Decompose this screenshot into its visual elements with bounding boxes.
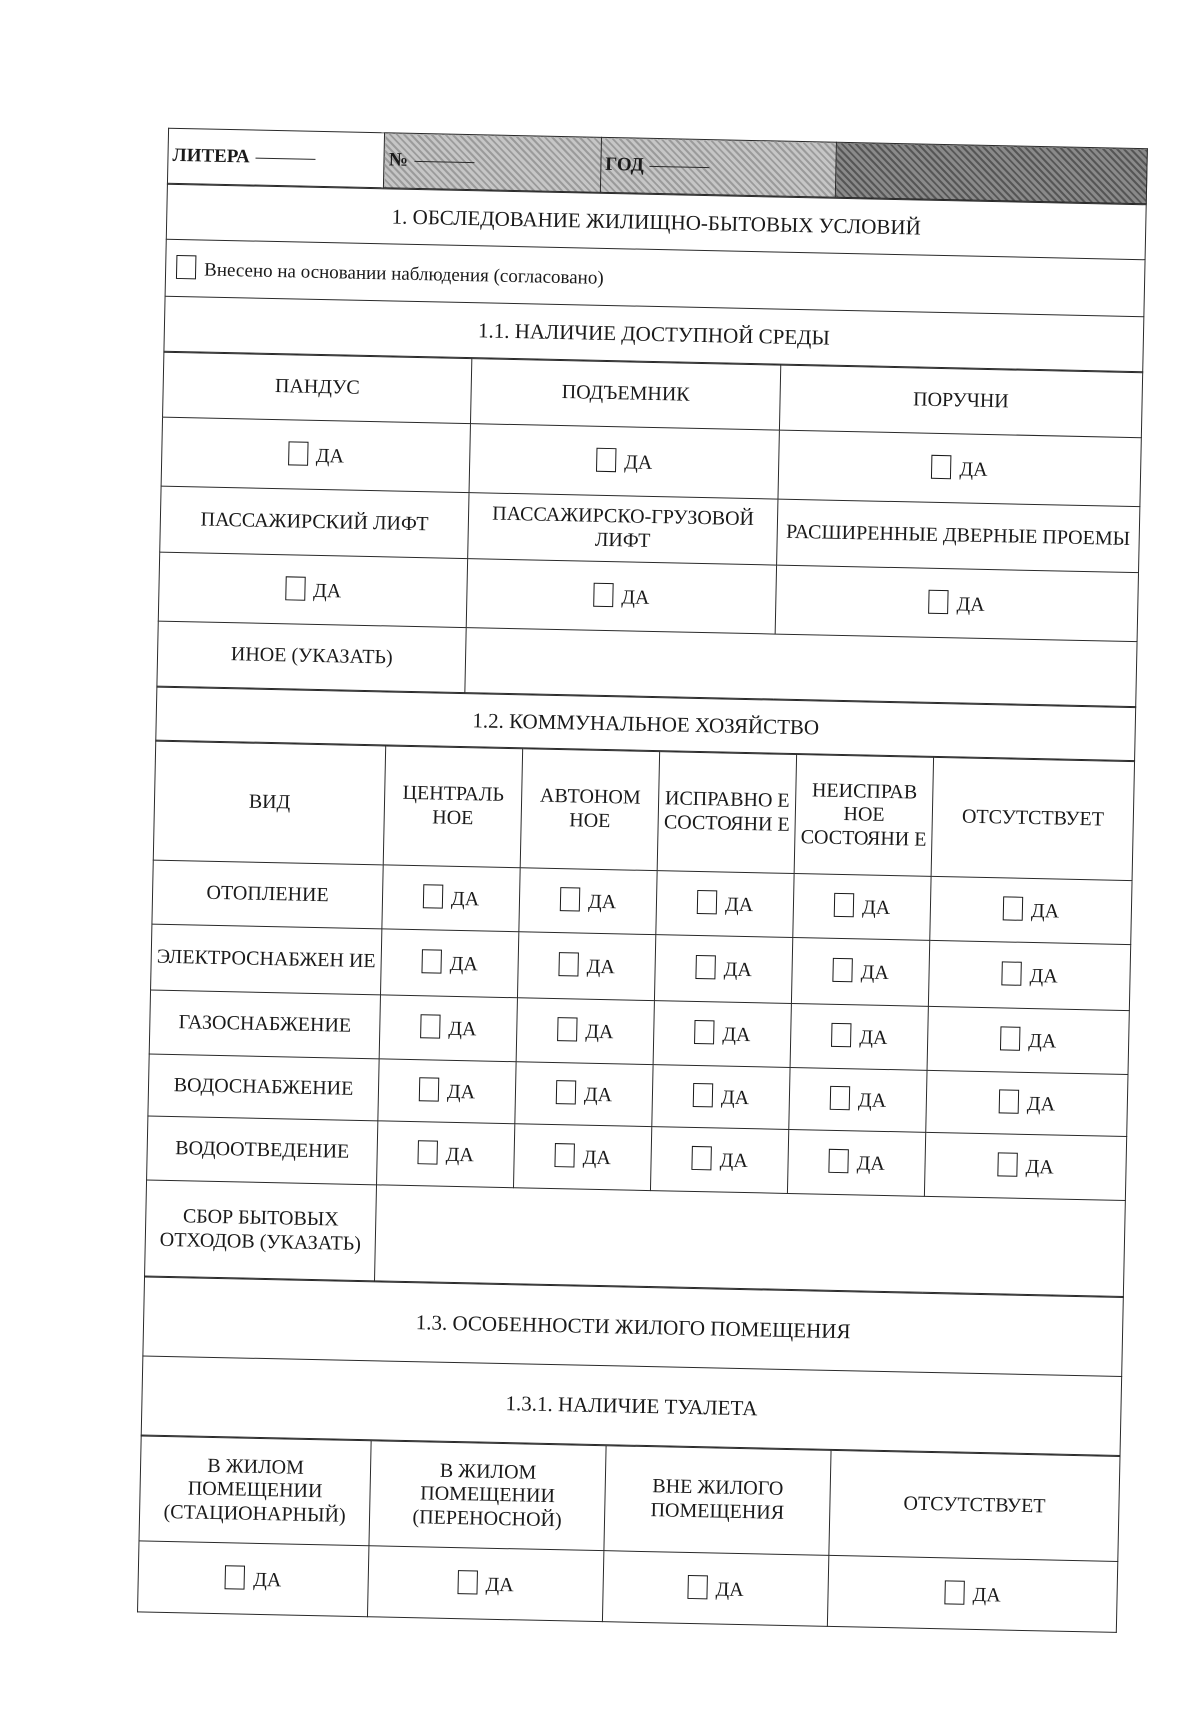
toilet-absent-label: ОТСУТСТВУЕТ [829, 1450, 1120, 1561]
yes-label: ДА [448, 1018, 477, 1041]
other-label: ИНОЕ (УКАЗАТЬ) [157, 621, 467, 692]
year-field [600, 137, 836, 197]
utility-checkbox[interactable] [693, 1083, 713, 1107]
yes-label: ДА [720, 1086, 750, 1110]
col-autonomous: АВТОНОМ НОЕ [520, 749, 660, 871]
yes-label: ДА [857, 1089, 887, 1113]
toilet-checkbox[interactable] [687, 1575, 707, 1599]
wide-doors-option [775, 565, 1139, 642]
yes-label: ДА [719, 1149, 749, 1173]
utility-checkbox[interactable] [423, 884, 443, 908]
yes-label: ДА [582, 1146, 612, 1170]
agreed-checkbox[interactable] [176, 255, 196, 279]
freight-lift-checkbox[interactable] [593, 582, 613, 606]
toilet-checkbox[interactable] [944, 1580, 964, 1604]
utility-checkbox[interactable] [697, 890, 717, 914]
utility-checkbox[interactable] [417, 1140, 437, 1164]
toilet-stationary-label: В ЖИЛОМ ПОМЕЩЕНИИ (СТАЦИОНАРНЫЙ) [139, 1436, 371, 1546]
handrails-option [778, 430, 1142, 507]
utility-checkbox[interactable] [421, 949, 441, 973]
yes-label: ДА [1026, 1093, 1056, 1116]
utilities-table [144, 741, 1135, 1297]
utility-option [926, 1070, 1128, 1136]
number-field [384, 133, 602, 193]
handrails-label: ПОРУЧНИ [779, 365, 1143, 438]
yes-label: ДА [956, 593, 985, 616]
number-label: № [388, 149, 409, 171]
yes-label: ДА [1028, 1030, 1057, 1053]
yes-label: ДА [585, 1020, 614, 1044]
utility-option [381, 929, 519, 998]
utility-option [651, 1127, 789, 1194]
row-drainage: ВОДООТВЕДЕНИЕ [147, 1116, 378, 1185]
toilet-outside-label: ВНЕ ЖИЛОГО ПОМЕЩЕНИЯ [604, 1446, 831, 1556]
yes-label: ДА [724, 893, 754, 917]
header-shaded-cell [835, 142, 1147, 203]
yes-label: ДА [312, 579, 342, 603]
section-1-3 [141, 1276, 1124, 1455]
utility-checkbox[interactable] [420, 1014, 440, 1038]
col-type: ВИД [153, 741, 386, 865]
utility-option [519, 868, 657, 935]
survey-form [137, 128, 1148, 1633]
utility-option [379, 995, 517, 1062]
utility-option [925, 1132, 1127, 1200]
utility-checkbox[interactable] [997, 1153, 1017, 1177]
ramp-checkbox[interactable] [288, 441, 308, 465]
yes-label: ДА [449, 953, 479, 976]
utility-checkbox[interactable] [419, 1077, 439, 1101]
utility-checkbox[interactable] [694, 1020, 714, 1044]
litera-label: ЛИТЕРА [172, 144, 250, 168]
ramp-label: ПАНДУС [163, 352, 473, 423]
section-1-title: 1. ОБСЛЕДОВАНИЕ ЖИЛИЩНО-БЫТОВЫХ УСЛОВИЙ [166, 184, 1146, 259]
wide-doors-label: РАСШИРЕННЫЕ ДВЕРНЫЕ ПРОЕМЫ [776, 499, 1140, 573]
row-electricity: ЭЛЕКТРОСНАБЖЕН ИЕ [151, 924, 382, 995]
utility-option [793, 874, 931, 941]
passenger-lift-checkbox[interactable] [285, 576, 305, 600]
yes-label: ДА [861, 896, 891, 920]
toilet-checkbox[interactable] [457, 1570, 477, 1594]
utility-option [382, 865, 520, 932]
yes-label: ДА [959, 458, 988, 481]
accessibility-table [156, 352, 1143, 707]
utility-checkbox[interactable] [1001, 962, 1021, 986]
utility-checkbox[interactable] [831, 1023, 851, 1047]
yes-label: ДА [252, 1568, 282, 1592]
year-blank[interactable] [650, 165, 710, 168]
row-water: ВОДОСНАБЖЕНИЕ [148, 1054, 379, 1121]
utility-option [656, 871, 794, 938]
utility-checkbox[interactable] [834, 893, 854, 917]
litera-blank[interactable] [256, 157, 316, 160]
utility-checkbox[interactable] [833, 958, 853, 982]
yes-label: ДА [1030, 900, 1060, 923]
yes-label: ДА [856, 1152, 886, 1176]
section-1-1-title: 1.1. НАЛИЧИЕ ДОСТУПНОЙ СРЕДЫ [164, 296, 1144, 371]
yes-label: ДА [623, 451, 653, 474]
passenger-lift-option [158, 552, 468, 627]
wide-doors-checkbox[interactable] [928, 589, 948, 613]
freight-lift-label: ПАССАЖИРСКО-ГРУЗОВОЙ ЛИФТ [468, 493, 778, 565]
yes-label: ДА [587, 890, 617, 914]
toilet-option [602, 1551, 829, 1627]
utility-checkbox[interactable] [829, 1149, 849, 1173]
yes-label: ДА [446, 1080, 476, 1104]
utility-checkbox[interactable] [559, 952, 579, 976]
litera-field [167, 128, 385, 188]
yes-label: ДА [485, 1573, 514, 1596]
utility-option [789, 1067, 927, 1132]
yes-label: ДА [859, 1026, 888, 1050]
section-1-3-title: 1.3. ОСОБЕННОСТИ ЖИЛОГО ПОМЕЩЕНИЯ [143, 1277, 1123, 1376]
yes-label: ДА [586, 955, 616, 979]
utility-option [518, 932, 656, 1001]
lift-platform-checkbox[interactable] [596, 447, 616, 471]
toilet-checkbox[interactable] [225, 1565, 245, 1589]
utility-option [929, 940, 1131, 1010]
agreed-label: Внесено на основании наблюдения (согласовано) [203, 259, 604, 289]
utility-checkbox[interactable] [557, 1017, 577, 1041]
utility-option [790, 1003, 928, 1070]
yes-label: ДА [621, 586, 650, 609]
yes-label: ДА [315, 444, 345, 468]
toilet-table [137, 1435, 1120, 1632]
yes-label: ДА [445, 1143, 475, 1167]
utility-checkbox[interactable] [696, 955, 716, 979]
utility-checkbox[interactable] [692, 1146, 712, 1170]
yes-label: ДА [715, 1578, 744, 1601]
waste-input[interactable] [375, 1185, 1126, 1297]
passenger-lift-label: ПАССАЖИРСКИЙ ЛИФТ [160, 486, 470, 558]
yes-label: ДА [972, 1583, 1001, 1607]
section-1 [163, 184, 1146, 372]
row-waste: СБОР БЫТОВЫХ ОТХОДОВ (УКАЗАТЬ) [145, 1180, 377, 1281]
utility-option [930, 876, 1132, 944]
utility-option [514, 1124, 652, 1191]
row-heating: ОТОПЛЕНИЕ [152, 860, 383, 929]
yes-label: ДА [1025, 1156, 1054, 1179]
toilet-option [828, 1555, 1118, 1632]
utility-checkbox[interactable] [555, 1143, 575, 1167]
col-faulty: НЕИСПРАВ НОЕ СОСТОЯНИ Е [794, 755, 934, 877]
handrails-checkbox[interactable] [931, 455, 951, 479]
section-1-2-title: 1.2. КОММУНАЛЬНОЕ ХОЗЯЙСТВО [156, 687, 1136, 760]
yes-label: ДА [722, 1023, 751, 1047]
utility-option [515, 1062, 653, 1127]
yes-label: ДА [860, 961, 890, 985]
toilet-portable-label: В ЖИЛОМ ПОМЕЩЕНИИ (ПЕРЕНОСНОЙ) [369, 1441, 606, 1551]
ramp-option [161, 417, 471, 492]
utility-option [653, 1001, 791, 1068]
utility-checkbox[interactable] [999, 1090, 1019, 1114]
toilet-option [368, 1546, 604, 1622]
freight-lift-option [467, 559, 777, 634]
utility-option [655, 935, 793, 1004]
utility-option [788, 1129, 926, 1196]
section-1-3-1-title: 1.3.1. НАЛИЧИЕ ТУАЛЕТА [141, 1356, 1121, 1455]
year-label: ГОД [605, 153, 645, 176]
yes-label: ДА [583, 1083, 613, 1107]
utility-option [516, 998, 654, 1065]
number-blank[interactable] [414, 160, 474, 163]
utility-checkbox[interactable] [556, 1080, 576, 1104]
utility-checkbox[interactable] [830, 1086, 850, 1110]
yes-label: ДА [723, 958, 753, 982]
lift-platform-option [469, 424, 779, 499]
utility-checkbox[interactable] [1000, 1027, 1020, 1051]
utility-option [927, 1006, 1129, 1074]
row-gas: ГАЗОСНАБЖЕНИЕ [149, 990, 380, 1059]
utility-option [378, 1059, 516, 1124]
yes-label: ДА [1029, 965, 1058, 988]
col-absent: ОТСУТСТВУЕТ [931, 757, 1134, 880]
utility-checkbox[interactable] [1003, 897, 1023, 921]
col-working: ИСПРАВНО Е СОСТОЯНИ Е [657, 752, 797, 874]
yes-label: ДА [450, 888, 480, 911]
lift-platform-label: ПОДЪЕМНИК [471, 359, 781, 430]
utility-option [377, 1121, 515, 1188]
utility-checkbox[interactable] [560, 887, 580, 911]
col-central: ЦЕНТРАЛЬ НОЕ [383, 746, 523, 868]
utility-option [792, 938, 930, 1007]
utility-option [652, 1065, 790, 1130]
toilet-option [138, 1541, 369, 1617]
